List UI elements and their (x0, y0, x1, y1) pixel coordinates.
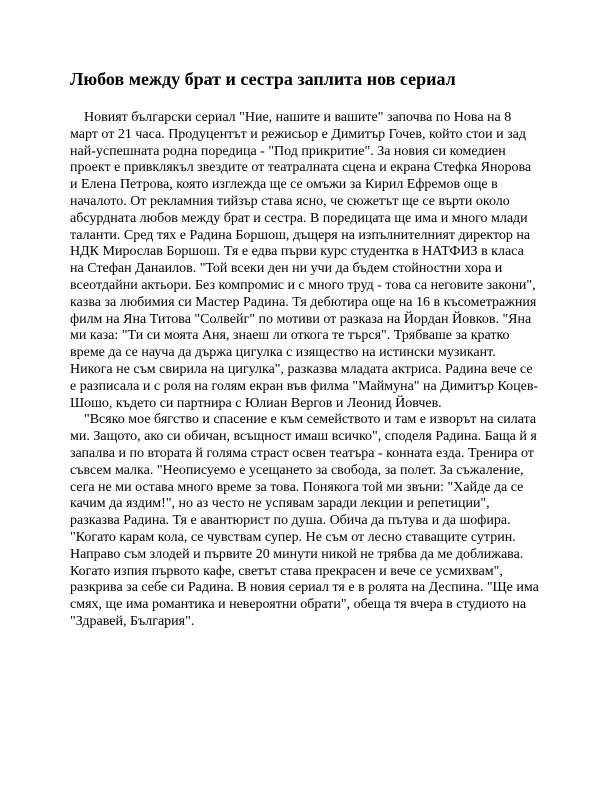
article-paragraph: "Всяко мое бягство и спасение е към семейството и там е изворът на силата ми. Защото, ако си обичан, всъщност имаш всичко", споделя Радина. Баща й я запалва и по втората й голяма страст освен театъра - конната езда. Тренира от съвсем малка. "Неописуемо е усещането за свобода, за полет. За съжаление, сега не ми остава много време за това. Понякога той ми звъни: "Хайде да се качим да яздим!", но аз често не успявам заради лекции и репетиции", разказва Радина. Тя е авантюрист по душа. Обича да пътува и да шофира. "Когато карам кола, се чувствам супер. Не съм от лесно ставащите сутрин. Направо съм злодей и първите 20 минути никой не трябва да ме доближава. Когато изпия първото кафе, светът става прекрасен и вече се усмихвам", разкрива за себе си Радина. В новия сериал тя е в ролята на Деспина. "Ще има смях, ще има романтика и невероятни обрати", обеща тя вчера в студиото на "Здравей, България". (70, 412, 539, 629)
article-paragraph: Новият български сериал "Ние, нашите и вашите" започва по Нова на 8 март от 21 часа. Продуцентът и режисьор е Димитър Гочев, който стои и зад най-успешната родна поредица - "Под прикритие". За новия си комедиен проект е привклякъл звездите от театралната сцена и екрана Стефка Янорова и Елена Петрова, която изглежда ще се омъжи за Кирил Ефремов още в началото. От рекламния тийзър става ясно, че сюжетът ще се върти около абсурдната любов между брат и сестра. В поредицата ще има и много млади таланти. Сред тях е Радина Боршош, дъщеря на изпълнителният директор на НДК Мирослав Боршош. Тя е едва първи курс студентка в НАТФИЗ в класа на Стефан Данаилов. "Той всеки ден ни учи да бъдем стойностни хора и всеотдайни актьори. Без компромис и с много труд - това са неговите закони", казва за любимия си Мастер Радина. Тя дебютира още на 16 в късометражния филм на Яна Титова "Солвейг" по мотиви от разказа на Йордан Йовков. "Яна ми каза: "Ти си моята Аня, знаеш ли откога те търся". Трябваше за кратко време да се науча да държа цигулка с изящество на истински музикант. Никога не съм свирила на цигулка", разказва младата актриса. Радина вече се е разписала и с роля на голям екран във филма "Маймуна" на Димитър Коцев-Шошо, където си партнира с Юлиан Вергов и Леонид Йовчев. (70, 110, 539, 411)
article (70, 68, 540, 631)
article-title: Любов между брат и сестра заплита нов сериал (70, 69, 456, 89)
